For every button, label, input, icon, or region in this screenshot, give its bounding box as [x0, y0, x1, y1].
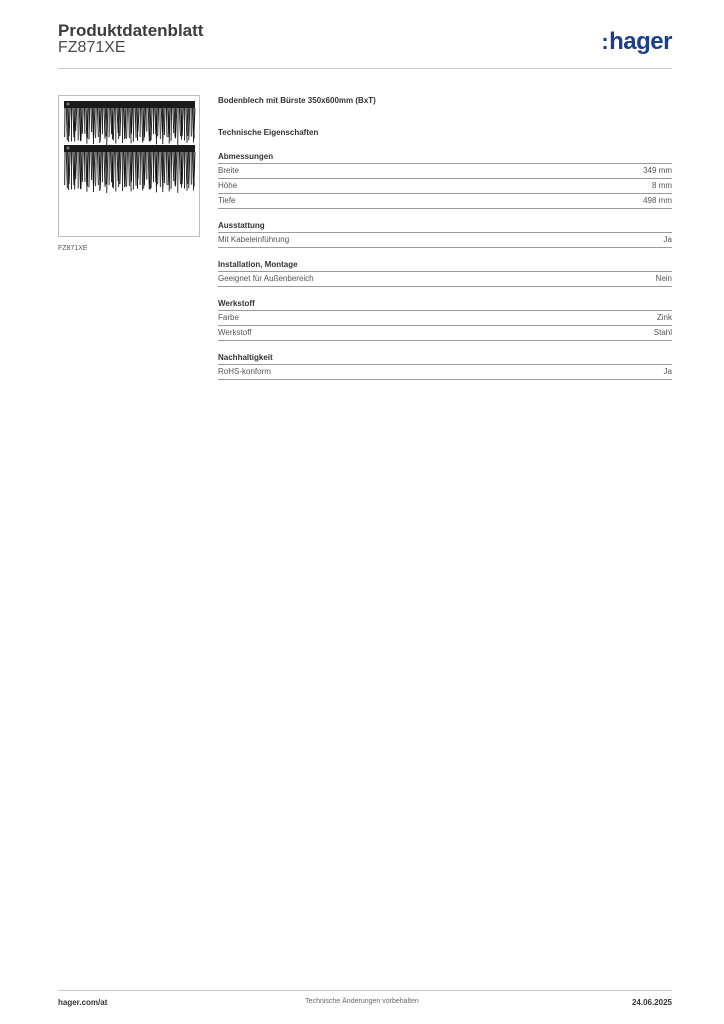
- property-row: [218, 272, 672, 287]
- group-title: Werkstoff: [218, 299, 672, 311]
- logo-text: hager: [609, 28, 672, 55]
- property-value: Ja: [663, 367, 672, 376]
- page-title: Produktdatenblatt: [58, 21, 204, 40]
- brush-plate-illustration: [59, 96, 199, 236]
- footer-disclaimer: Technische Änderungen vorbehalten: [305, 998, 419, 1005]
- brush-strip-bottom: [65, 152, 195, 193]
- property-row: [218, 194, 672, 209]
- group-title: Nachhaltigkeit: [218, 353, 672, 365]
- technical-properties-heading: Technische Eigenschaften: [218, 128, 319, 137]
- property-label: Farbe: [218, 313, 239, 322]
- hager-logo: [601, 28, 672, 56]
- property-label: Geeignet für Außenbereich: [218, 274, 314, 283]
- footer-website: hager.com/at: [58, 998, 108, 1007]
- property-label: Breite: [218, 166, 239, 175]
- property-row: [218, 311, 672, 326]
- property-row: [218, 365, 672, 380]
- header-divider: [58, 68, 672, 69]
- property-row: [218, 326, 672, 341]
- group-title: Installation, Montage: [218, 260, 672, 272]
- property-group: [218, 260, 672, 287]
- property-value: 349 mm: [643, 166, 672, 175]
- group-title: Abmessungen: [218, 152, 672, 164]
- property-group: [218, 353, 672, 380]
- property-value: 498 mm: [643, 196, 672, 205]
- product-image: [58, 95, 200, 237]
- footer-date: 24.06.2025: [631, 998, 672, 1007]
- logo-colon: :: [601, 29, 609, 54]
- product-details: [218, 96, 672, 380]
- property-value: Zink: [656, 313, 672, 322]
- property-value: Stahl: [653, 328, 672, 337]
- property-group: [218, 299, 672, 341]
- property-label: Werkstoff: [218, 328, 252, 337]
- property-group: [218, 221, 672, 248]
- product-code: FZ871XE: [58, 39, 126, 56]
- product-description: Bodenblech mit Bürste 350x600mm (BxT): [218, 96, 376, 105]
- property-value: 8 mm: [652, 181, 672, 190]
- property-groups: [218, 152, 672, 380]
- property-label: Mit Kabeleinführung: [218, 235, 290, 244]
- property-value: Nein: [655, 274, 672, 283]
- property-row: [218, 164, 672, 179]
- property-row: [218, 179, 672, 194]
- property-row: [218, 233, 672, 248]
- footer-divider: [58, 990, 672, 991]
- group-title: Ausstattung: [218, 221, 672, 233]
- property-label: RoHS-konform: [218, 367, 271, 376]
- property-label: Höhe: [218, 181, 238, 190]
- property-group: [218, 152, 672, 209]
- image-caption: FZ871XE: [58, 245, 88, 252]
- property-label: Tiefe: [218, 196, 236, 205]
- property-value: Ja: [663, 235, 672, 244]
- brush-strip-top: [65, 108, 195, 145]
